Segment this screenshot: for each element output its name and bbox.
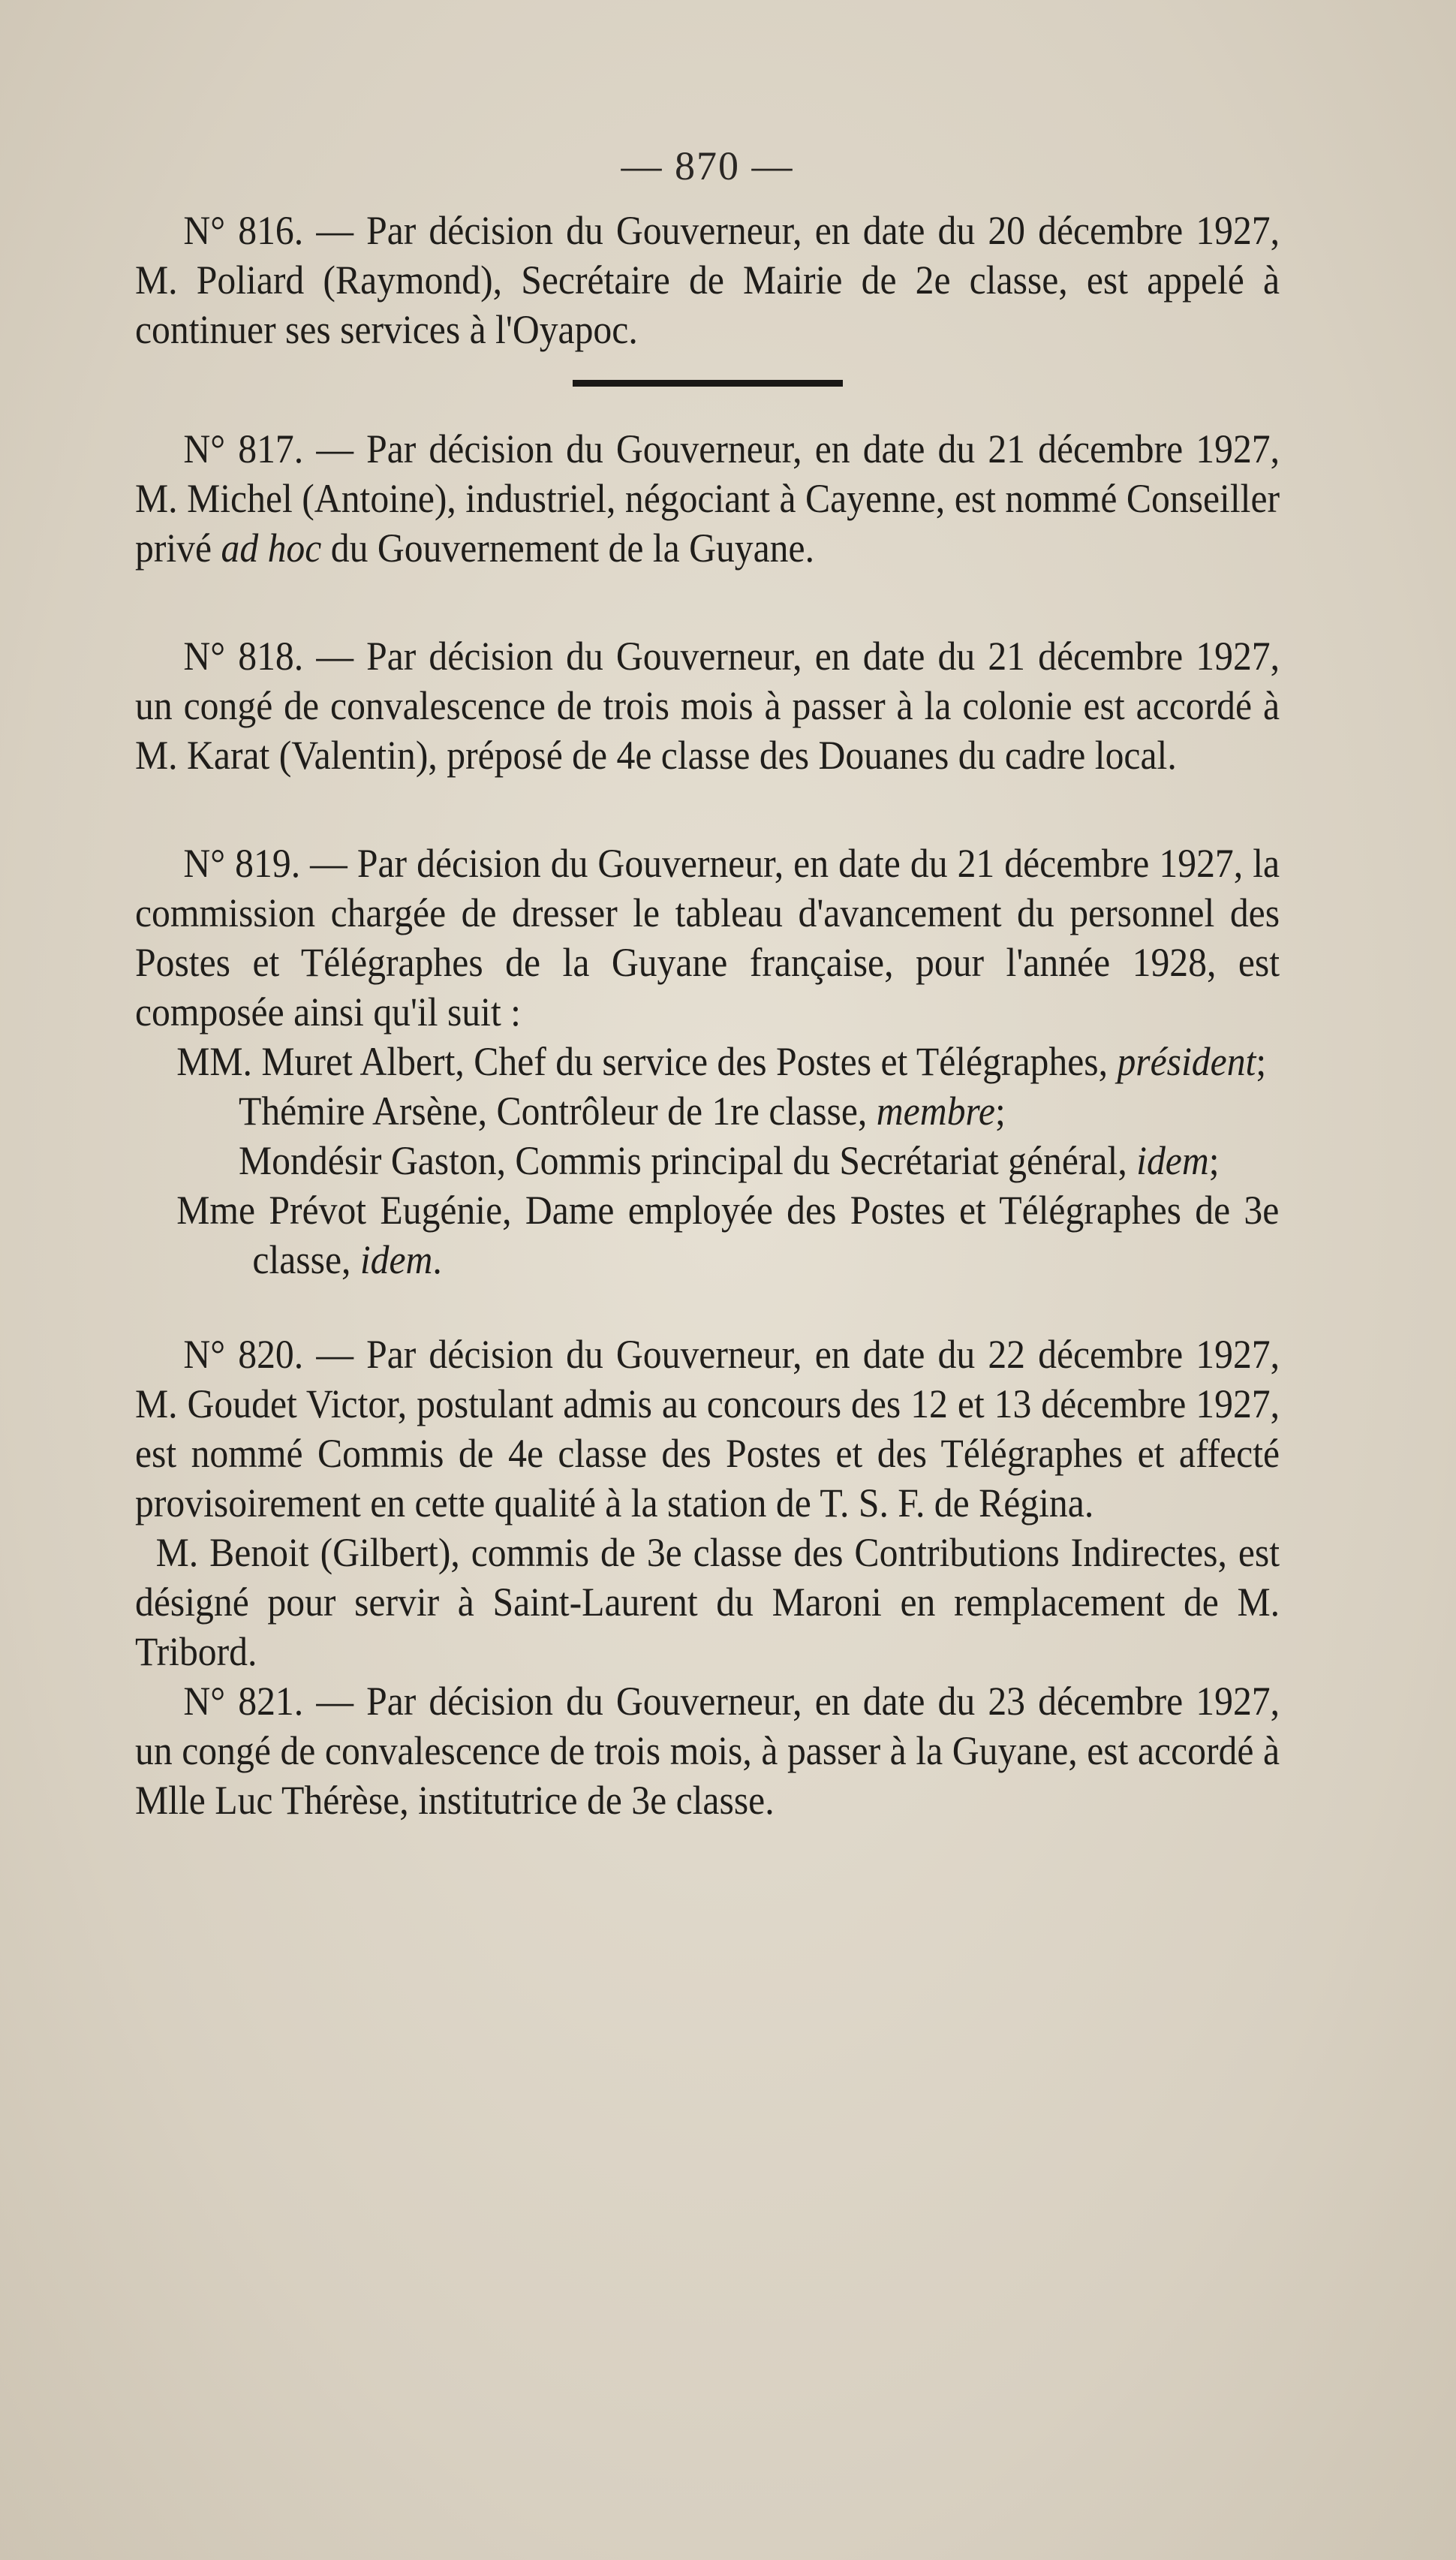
member-end: ; xyxy=(1256,1039,1267,1084)
entry-text: — Par décision du Gouverneur, en date du 22 décembre 1927, M. Goudet Victor, postulant admis au concours des 12 et 13 décembre 1927, est nommé Commis de 4e classe des Postes et des Télégraphes et affecté provisoirement en cette qualité à la station de T. S. F. de Régina. xyxy=(135,1332,1280,1525)
member-item xyxy=(135,1136,1279,1185)
entry-text: — Par décision du Gouverneur, en date du 23 décembre 1927, un congé de convalescence de trois mois, à passer à la Guyane, est accordé à Mlle Luc Thérèse, institutrice de 3e classe. xyxy=(135,1679,1280,1823)
entry-number: N° 816. xyxy=(183,208,304,253)
entry-817 xyxy=(135,424,1280,573)
spacer xyxy=(135,1285,1280,1330)
member-item xyxy=(135,1037,1279,1086)
entry-number: N° 820. xyxy=(183,1332,304,1377)
member-prefix: MM. xyxy=(176,1039,252,1084)
entry-820 xyxy=(135,1330,1280,1528)
member-prefix: Mme xyxy=(176,1188,256,1233)
entry-number: N° 818. xyxy=(183,634,304,679)
page-text xyxy=(135,143,1280,1825)
entry-text: — Par décision du Gouverneur, en date du 21 décembre 1927, M. Michel (Antoine), industriel, négociant à Cayenne, est nommé Conseiller privé xyxy=(135,426,1280,571)
member-role: idem xyxy=(359,1237,433,1282)
entry-text: — Par décision du Gouverneur, en date du 21 décembre 1927, la commission chargée de dresser le tableau d'avancement du personnel des Postes et Télégraphes de la Guyane française, pour l'année 1928, est composée ainsi qu'il suit : xyxy=(135,841,1280,1035)
member-end: . xyxy=(432,1237,442,1282)
member-end: ; xyxy=(994,1089,1006,1134)
member-end: ; xyxy=(1208,1138,1220,1183)
entry-text: — Par décision du Gouverneur, en date du 20 décembre 1927, M. Poliard (Raymond), Secrétaire de Mairie de 2e classe, est appelé à continuer ses services à l'Oyapoc. xyxy=(135,208,1280,352)
member-item xyxy=(135,1086,1279,1136)
page-number: — 870 — xyxy=(621,143,794,188)
entry-816 xyxy=(135,206,1280,354)
member-name: Mondésir Gaston, Commis principal du Secrétariat général, xyxy=(239,1138,1127,1183)
member-name: Prévot Eugénie, Dame employée des Postes et Télégraphes de 3e classe, xyxy=(252,1188,1280,1282)
entry-italic: ad hoc xyxy=(221,526,322,571)
member-name: Thémire Arsène, Contrôleur de 1re classe, xyxy=(239,1089,868,1134)
member-name: Muret Albert, Chef du service des Postes et Télégraphes, xyxy=(261,1039,1109,1084)
member-role: président xyxy=(1117,1039,1256,1084)
member-role: idem xyxy=(1136,1138,1209,1183)
entry-number: N° 817. xyxy=(183,426,304,471)
entry-818 xyxy=(135,631,1280,780)
section-separator xyxy=(573,380,843,387)
entry-text-end: du Gouvernement de la Guyane. xyxy=(330,526,814,571)
entry-819 xyxy=(135,839,1280,1037)
entry-number: N° 819. xyxy=(183,841,301,886)
entry-820-followup: M. Benoit (Gilbert), commis de 3e classe des Contributions Indirectes, est désigné pour servir à Saint-Laurent du Maroni en remplacement de M. Tribord. xyxy=(135,1530,1280,1674)
member-item xyxy=(135,1185,1279,1285)
member-role: membre xyxy=(876,1089,995,1134)
entry-text: — Par décision du Gouverneur, en date du 21 décembre 1927, un congé de convalescence de trois mois à passer à la colonie est accordé à M. Karat (Valentin), préposé de 4e classe des Douanes du cadre local. xyxy=(135,634,1280,778)
entry-821 xyxy=(135,1676,1280,1825)
entry-number: N° 821. xyxy=(183,1679,304,1724)
